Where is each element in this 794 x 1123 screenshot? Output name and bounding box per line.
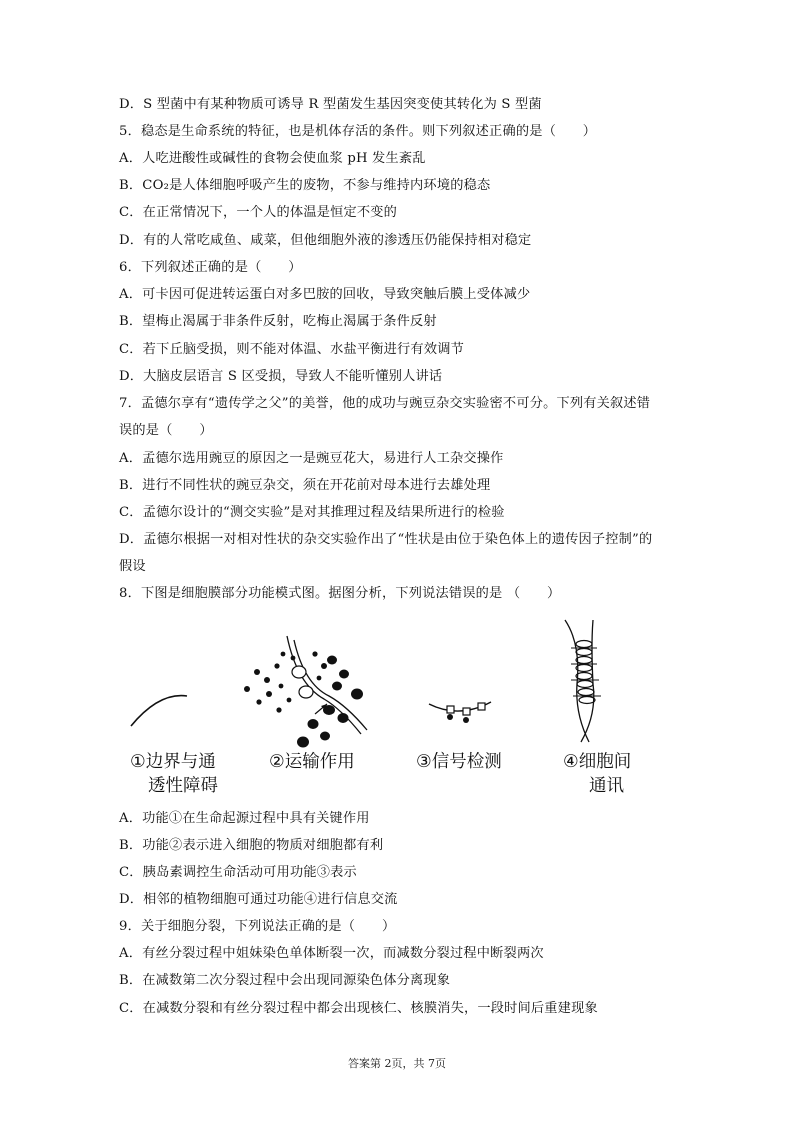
question-7-option-a: A．孟德尔选用豌豆的原因之一是豌豆花大，易进行人工杂交操作 xyxy=(119,451,504,466)
question-8-option-c: C．胰岛素调控生命活动可用功能③表示 xyxy=(119,865,357,880)
question-9-option-a: A．有丝分裂过程中姐妹染色单体断裂一次，而减数分裂过程中断裂两次 xyxy=(119,946,544,961)
question-8-stem: 8．下图是细胞膜部分功能模式图。据图分析，下列说法错误的是 （ ） xyxy=(119,586,561,601)
caption-cell-communication: ④细胞间 通讯 xyxy=(563,752,632,796)
question-9-option-c: C．在减数分裂和有丝分裂过程中都会出现核仁、核膜消失，一段时间后重建现象 xyxy=(119,1001,598,1016)
question-9-stem: 9．关于细胞分裂，下列说法正确的是（ ） xyxy=(119,919,396,934)
question-7-option-d-cont: 假设 xyxy=(119,559,146,574)
caption-signal-detection: ③信号检测 xyxy=(416,752,502,772)
signal-detection-diagram xyxy=(429,702,491,723)
question-9-option-b: B．在减数第二次分裂过程中会出现同源染色体分离现象 xyxy=(119,973,451,988)
membrane-diagrams xyxy=(119,614,679,754)
question-8-option-b: B．功能②表示进入细胞的物质对细胞都有利 xyxy=(119,838,384,853)
question-7-option-d: D．孟德尔根据一对相对性状的杂交实验作出了“性状是由位于染色体上的遗传因子控制”的 xyxy=(119,532,653,547)
question-5-option-b: B．CO₂是人体细胞呼吸产生的废物，不参与维持内环境的稳态 xyxy=(119,178,491,193)
question-7-stem: 7．孟德尔享有“遗传学之父”的美誉，他的成功与豌豆杂交实验密不可分。下列有关叙述错 xyxy=(119,396,651,411)
question-7-option-b: B．进行不同性状的豌豆杂交，须在开花前对母本进行去雄处理 xyxy=(119,478,491,493)
page-footer: 答案第 2页，共 7页 xyxy=(348,1057,446,1070)
question-5-stem: 5．稳态是生命系统的特征，也是机体存活的条件。则下列叙述正确的是（ ） xyxy=(119,124,597,139)
question-5-option-c: C．在正常情况下，一个人的体温是恒定不变的 xyxy=(119,205,398,220)
transport-diagram xyxy=(244,636,367,748)
question-6-option-c: C．若下丘脑受损，则不能对体温、水盐平衡进行有效调节 xyxy=(119,342,464,357)
question-7-stem-cont: 误的是（ ） xyxy=(119,423,213,438)
question-8-option-a: A．功能①在生命起源过程中具有关键作用 xyxy=(119,811,370,826)
question-7-option-c: C．孟德尔设计的“测交实验”是对其推理过程及结果所进行的检验 xyxy=(119,505,505,520)
text-line: D．S 型菌中有某种物质可诱导 R 型菌发生基因突变使其转化为 S 型菌 xyxy=(119,97,542,112)
caption-transport: ②运输作用 xyxy=(269,752,355,772)
cell-membrane-function-figure xyxy=(119,614,679,804)
cell-communication-diagram xyxy=(565,620,601,742)
question-6-option-d: D．大脑皮层语言 S 区受损，导致人不能听懂别人讲话 xyxy=(119,369,443,384)
question-8-option-d: D．相邻的植物细胞可通过功能④进行信息交流 xyxy=(119,892,398,907)
question-6-option-a: A．可卡因可促进转运蛋白对多巴胺的回收，导致突触后膜上受体减少 xyxy=(119,287,531,302)
question-5-option-d: D．有的人常吃咸鱼、咸菜，但他细胞外液的渗透压仍能保持相对稳定 xyxy=(119,233,532,248)
question-6-option-b: B．望梅止渴属于非条件反射，吃梅止渴属于条件反射 xyxy=(119,314,437,329)
question-6-stem: 6．下列叙述正确的是（ ） xyxy=(119,260,302,275)
boundary-membrane-arc xyxy=(131,696,187,726)
question-5-option-a: A．人吃进酸性或碱性的食物会使血浆 pH 发生紊乱 xyxy=(119,151,426,166)
caption-boundary: ①边界与通 透性障碍 xyxy=(130,752,218,796)
